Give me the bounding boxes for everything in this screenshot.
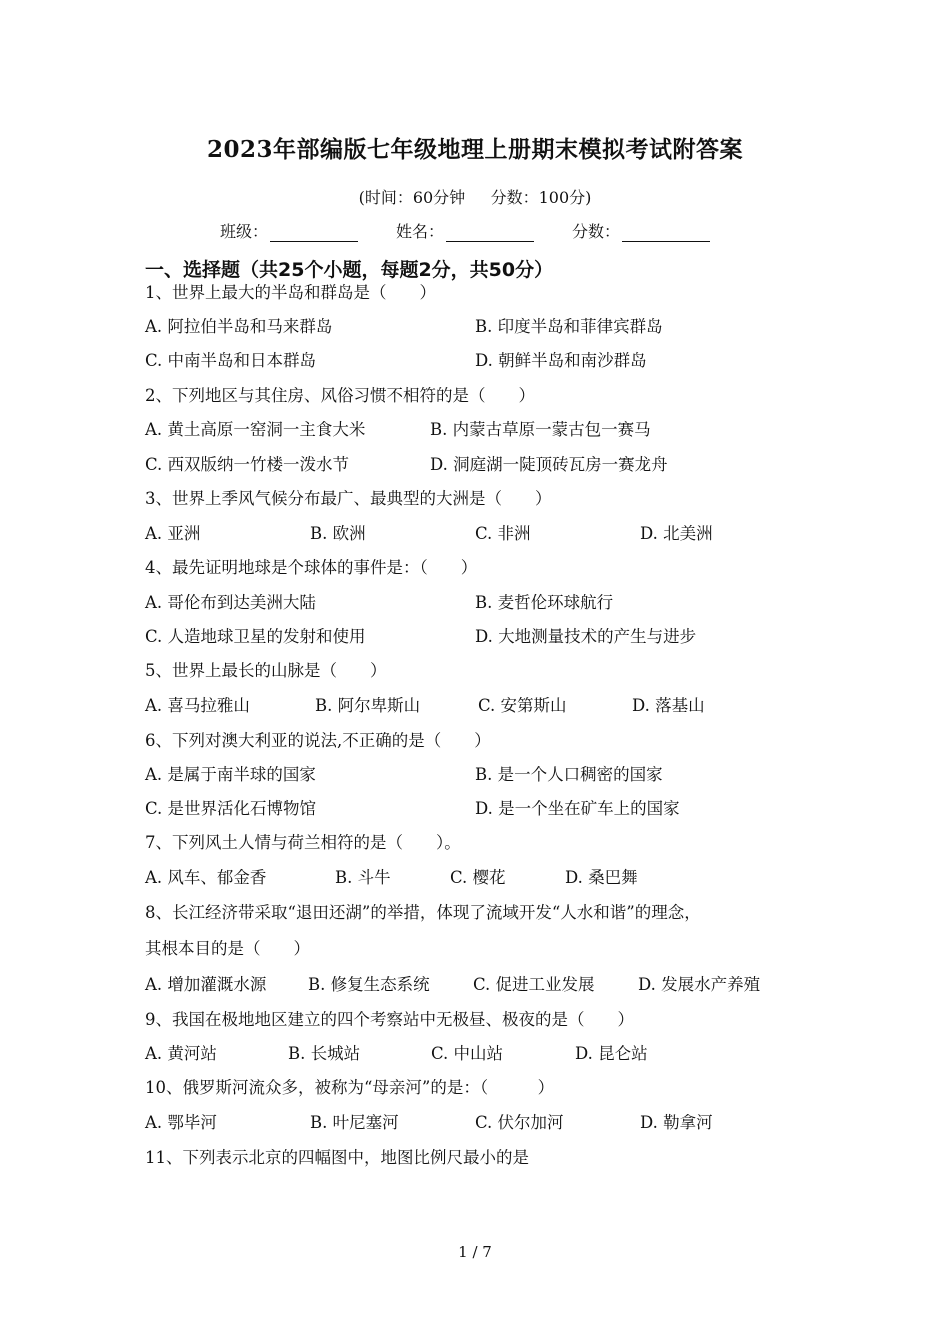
document-title: 2023年部编版七年级地理上册期末模拟考试附答案 (206, 136, 743, 163)
option: A. 亚洲 (145, 524, 201, 543)
option: C. 非洲 (475, 524, 531, 543)
question-stem: 1、世界上最大的半岛和群岛是（ ） (145, 283, 436, 302)
option: D. 昆仑站 (575, 1044, 648, 1063)
option: D. 发展水产养殖 (638, 975, 761, 994)
question-stem-continued: 其根本目的是（ ） (145, 939, 310, 958)
class-blank (270, 225, 358, 242)
option: D. 大地测量技术的产生与进步 (475, 627, 697, 646)
option: B. 修复生态系统 (308, 975, 430, 994)
option: B. 内蒙古草原一蒙古包一赛马 (430, 420, 651, 439)
question-stem: 2、下列地区与其住房、风俗习惯不相符的是（ ） (145, 386, 535, 405)
option: D. 洞庭湖一陡顶砖瓦房一赛龙舟 (430, 455, 668, 474)
option: C. 安第斯山 (478, 696, 567, 715)
question-stem: 10、俄罗斯河流众多，被称为“母亲河”的是：（ ） (145, 1078, 555, 1097)
question-stem: 11、下列表示北京的四幅图中，地图比例尺最小的是 (145, 1148, 529, 1167)
option: D. 朝鲜半岛和南沙群岛 (475, 351, 647, 370)
name-blank (446, 225, 534, 242)
question-stem: 3、世界上季风气候分布最广、最典型的大洲是（ ） (145, 489, 552, 508)
option: B. 是一个人口稠密的国家 (475, 765, 663, 784)
option: B. 麦哲伦环球航行 (475, 593, 614, 612)
score-field (572, 219, 710, 242)
option: A. 黄河站 (145, 1044, 217, 1063)
option: D. 北美洲 (640, 524, 713, 543)
name-label: 姓名： (396, 222, 445, 241)
option: A. 是属于南半球的国家 (145, 765, 316, 784)
option: C. 樱花 (450, 868, 506, 887)
option: A. 哥伦布到达美洲大陆 (145, 593, 316, 612)
option: C. 西双版纳一竹楼一泼水节 (145, 455, 350, 474)
exam-meta: (时间：60分钟 分数：100分) (358, 188, 592, 207)
name-field (396, 219, 534, 242)
option: C. 促进工业发展 (473, 975, 595, 994)
question-stem: 5、世界上最长的山脉是（ ） (145, 661, 387, 680)
option: A. 阿拉伯半岛和马来群岛 (145, 317, 333, 336)
question-stem: 6、下列对澳大利亚的说法,不正确的是（ ） (145, 731, 491, 750)
question-stem: 7、下列风土人情与荷兰相符的是（ ）。 (145, 833, 461, 852)
class-label: 班级： (220, 222, 269, 241)
option: C. 中山站 (431, 1044, 504, 1063)
option: C. 是世界活化石博物馆 (145, 799, 317, 818)
option: A. 黄土高原一窑洞一主食大米 (145, 420, 366, 439)
option: B. 叶尼塞河 (310, 1113, 399, 1132)
option: D. 勒拿河 (640, 1113, 713, 1132)
option: C. 人造地球卫星的发射和使用 (145, 627, 366, 646)
page-number: 1 / 7 (458, 1243, 492, 1261)
option: A. 鄂毕河 (145, 1113, 217, 1132)
option: D. 桑巴舞 (565, 868, 638, 887)
option: C. 中南半岛和日本群岛 (145, 351, 317, 370)
section-title: 一、选择题（共25个小题，每题2分，共50分） (145, 259, 554, 281)
question-stem: 8、长江经济带采取“退田还湖”的举措，体现了流域开发“人水和谐”的理念， (145, 903, 701, 922)
option: D. 落基山 (632, 696, 705, 715)
option: C. 伏尔加河 (475, 1113, 564, 1132)
question-stem: 9、我国在极地地区建立的四个考察站中无极昼、极夜的是（ ） (145, 1010, 634, 1029)
option: A. 喜马拉雅山 (145, 696, 250, 715)
option: B. 斗牛 (335, 868, 391, 887)
option: D. 是一个坐在矿车上的国家 (475, 799, 680, 818)
question-stem: 4、最先证明地球是个球体的事件是：（ ） (145, 558, 478, 577)
option: A. 增加灌溉水源 (145, 975, 267, 994)
class-field (220, 219, 358, 242)
option: B. 欧洲 (310, 524, 366, 543)
option: B. 印度半岛和菲律宾群岛 (475, 317, 663, 336)
score-blank (622, 225, 710, 242)
option: B. 长城站 (288, 1044, 361, 1063)
student-info-fields (220, 219, 710, 242)
option: B. 阿尔卑斯山 (315, 696, 421, 715)
option: A. 风车、郁金香 (145, 868, 267, 887)
score-label: 分数： (572, 222, 621, 241)
